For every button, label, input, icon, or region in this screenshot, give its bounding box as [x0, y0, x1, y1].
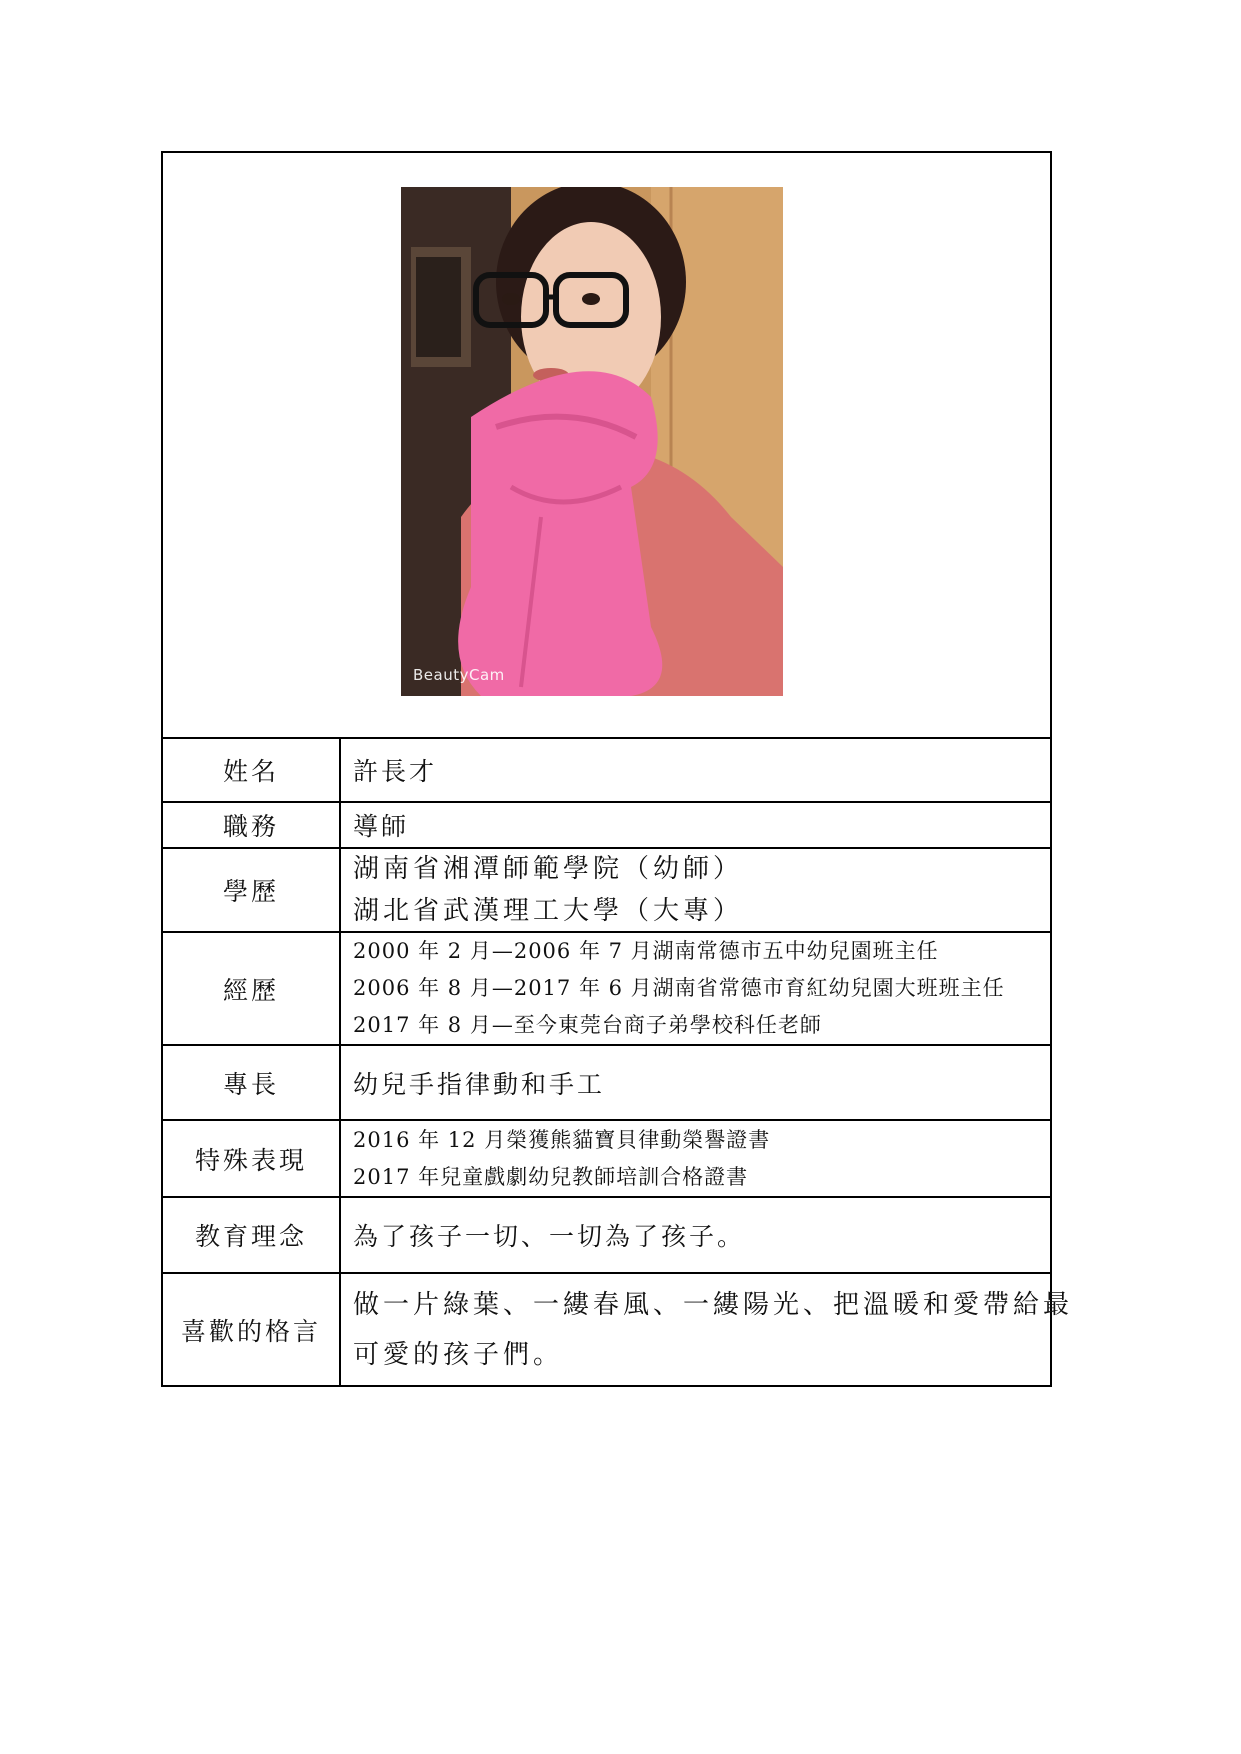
label-name: 姓名	[163, 739, 341, 801]
label-experience: 經歷	[163, 933, 341, 1044]
value-line: 2006 年 8 月—2017 年 6 月湖南省常德市育紅幼兒園大班班主任	[353, 976, 1005, 1000]
row-experience	[163, 933, 1050, 1046]
label-position: 職務	[163, 803, 341, 847]
label-motto: 喜歡的格言	[163, 1274, 341, 1385]
value-specialty	[341, 1046, 1050, 1119]
label-education: 學歷	[163, 849, 341, 931]
value-position	[341, 803, 1050, 847]
profile-table	[161, 151, 1074, 1387]
row-achievements	[163, 1121, 1050, 1198]
value-line: 湖北省武漢理工大學（大專）	[353, 896, 744, 926]
value-line: 2000 年 2 月—2006 年 7 月湖南常德市五中幼兒園班主任	[353, 939, 939, 963]
value-line: 幼兒手指律動和手工	[353, 1069, 606, 1099]
value-line: 2016 年 12 月榮獲熊貓寶貝律動榮譽證書	[353, 1127, 771, 1152]
value-line: 可愛的孩子們。	[353, 1339, 564, 1370]
value-achievements	[341, 1121, 1050, 1196]
value-line: 2017 年兒童戲劇幼兒教師培訓合格證書	[353, 1164, 749, 1189]
value-experience	[341, 933, 1050, 1044]
photo-cell	[163, 153, 1050, 739]
row-name	[163, 739, 1050, 803]
value-line: 為了孩子一切、一切為了孩子。	[353, 1222, 746, 1251]
portrait-illustration	[401, 187, 783, 696]
row-philosophy	[163, 1198, 1050, 1274]
row-education	[163, 849, 1050, 933]
photo-watermark: BeautyCam	[413, 666, 505, 684]
value-education	[341, 849, 1050, 931]
row-motto	[163, 1274, 1074, 1385]
label-specialty: 專長	[163, 1046, 341, 1119]
value-line: 2017 年 8 月—至今東莞台商子弟學校科任老師	[353, 1013, 822, 1037]
value-line: 許長才	[353, 757, 438, 786]
value-name	[341, 739, 1050, 801]
row-position	[163, 803, 1050, 849]
label-philosophy: 教育理念	[163, 1198, 341, 1272]
value-philosophy	[341, 1198, 1050, 1272]
row-specialty	[163, 1046, 1050, 1121]
value-line: 導師	[353, 812, 410, 841]
value-line: 湖南省湘潭師範學院（幼師）	[353, 854, 744, 884]
portrait-photo	[401, 187, 783, 696]
label-achievements: 特殊表現	[163, 1121, 341, 1196]
value-line: 做一片綠葉、一縷春風、一縷陽光、把溫暖和愛帶給最	[353, 1289, 1074, 1320]
value-motto	[341, 1274, 1073, 1385]
